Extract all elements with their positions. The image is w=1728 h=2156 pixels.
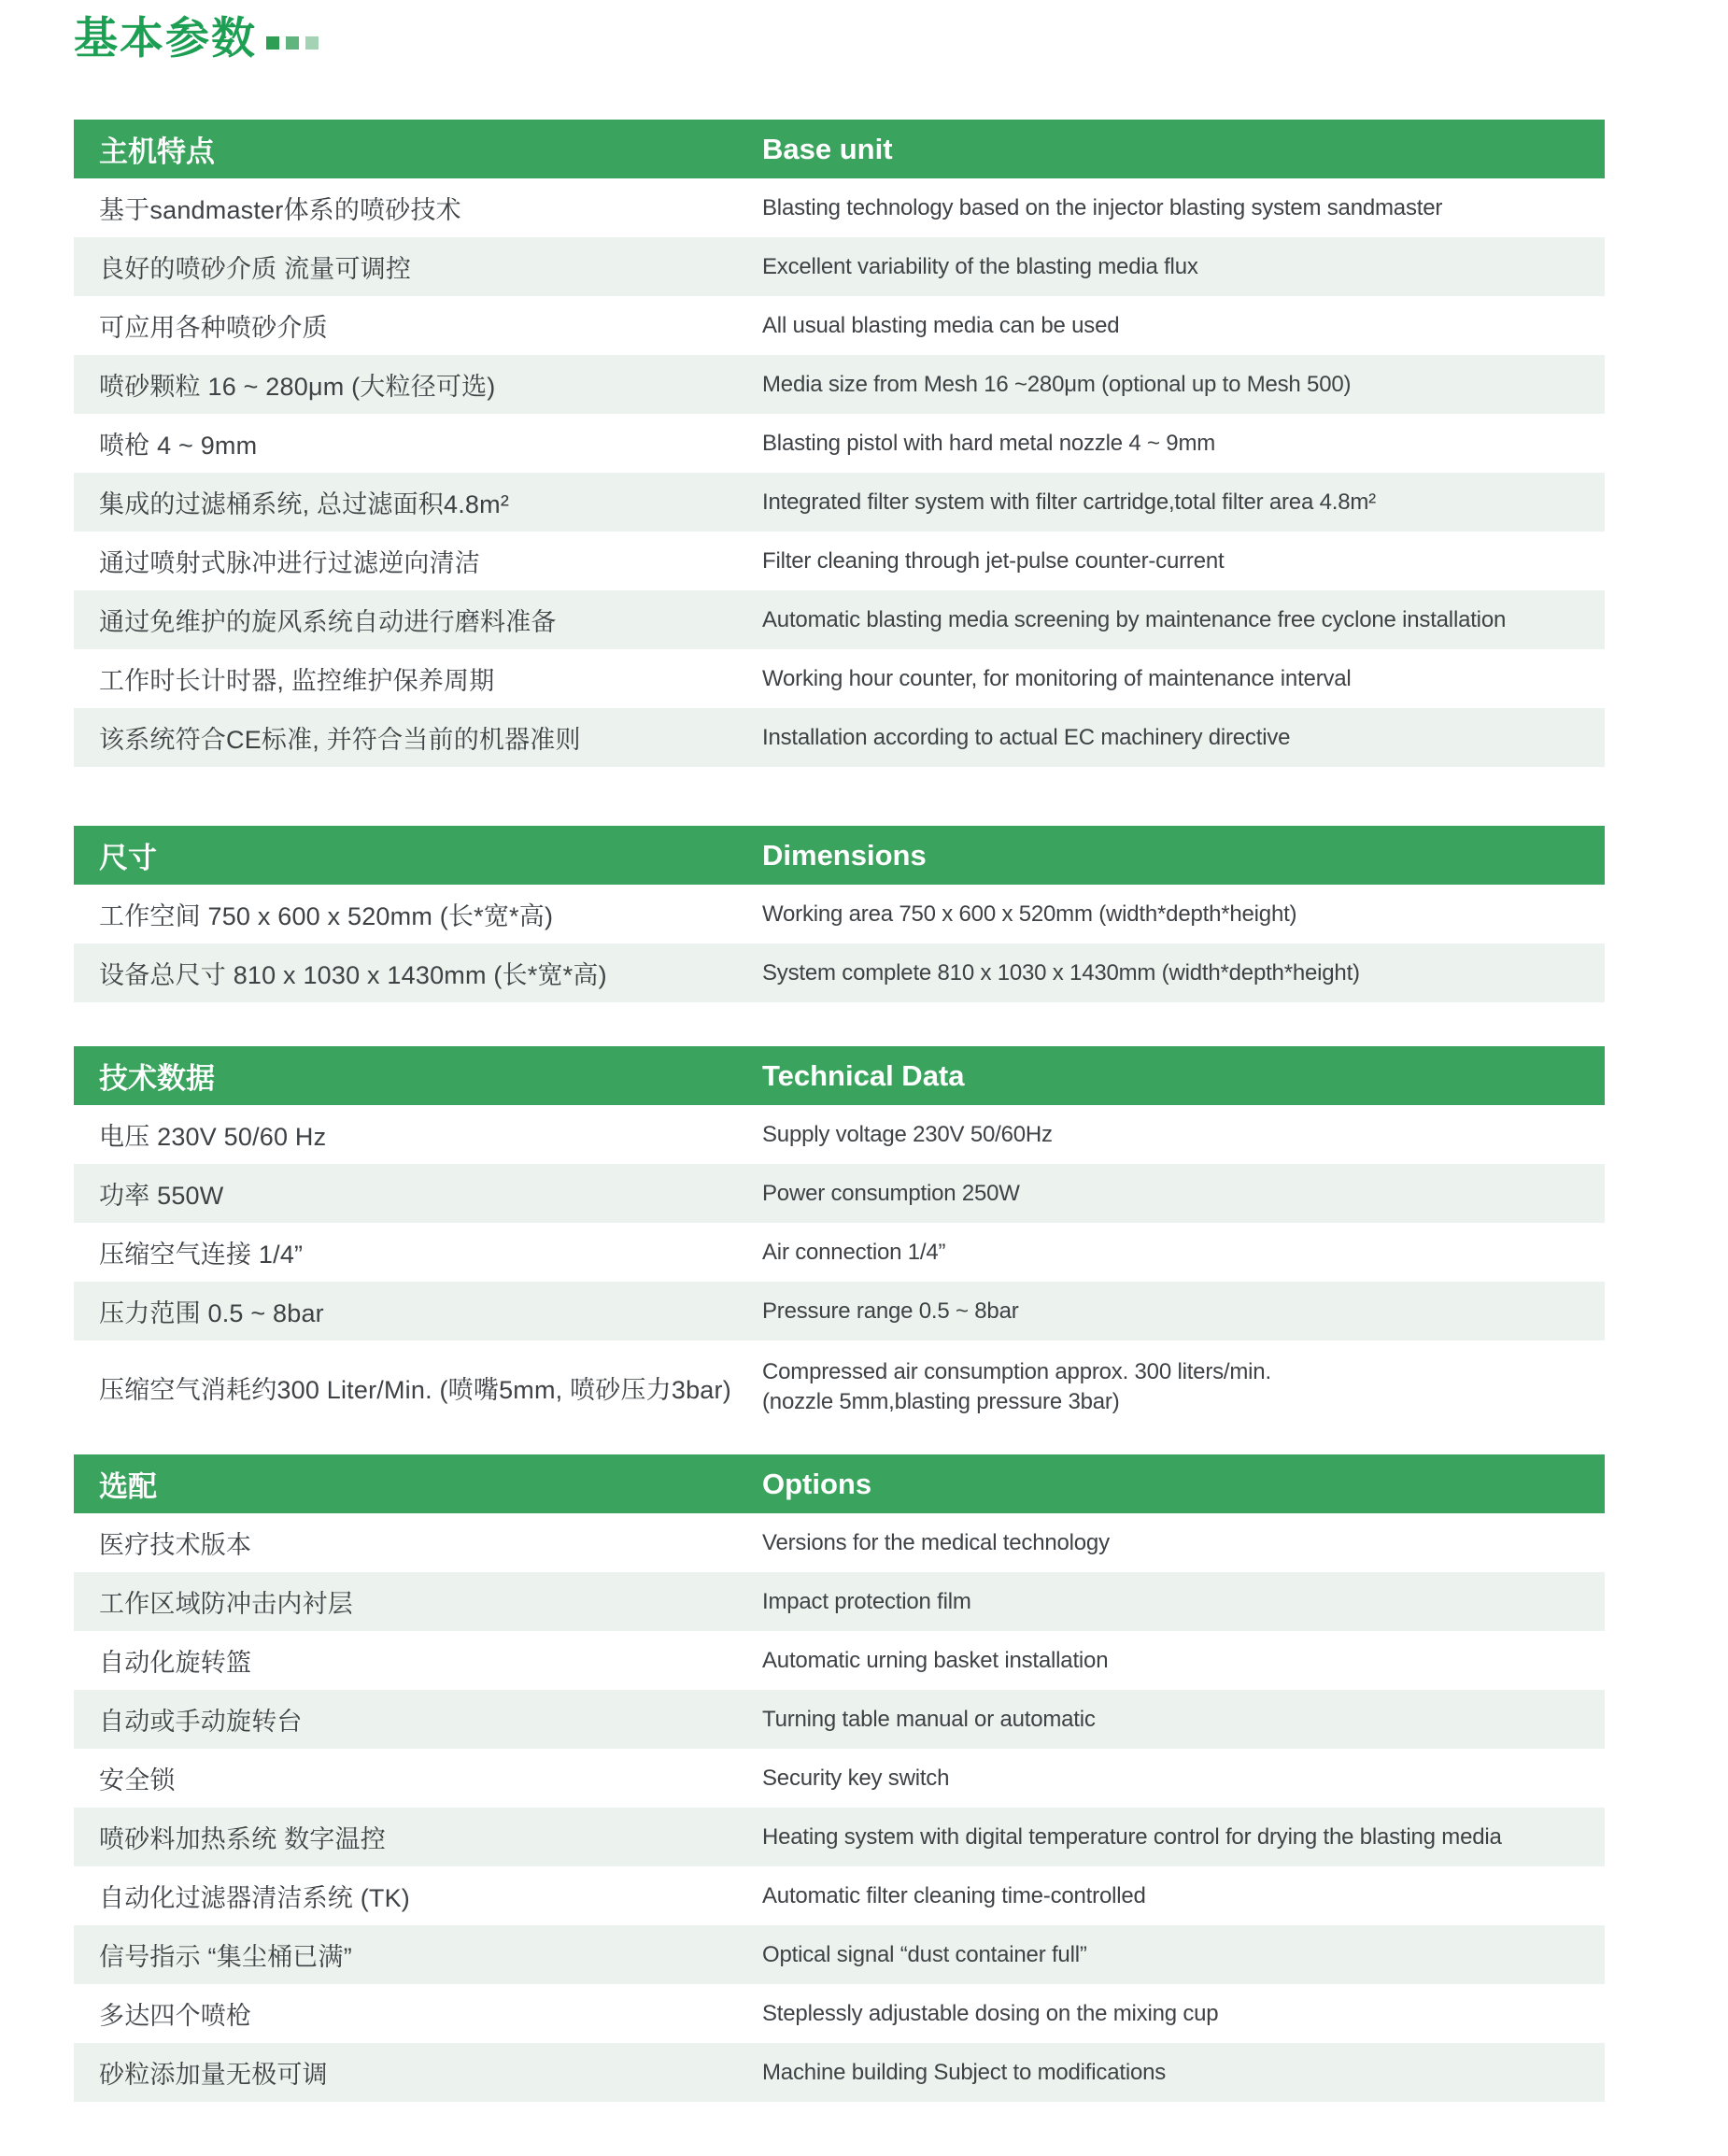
table-row [74,1164,1605,1223]
page-title [74,0,1605,65]
table-row [74,1572,1605,1631]
row-label-zh: 工作区域防冲击内衬层 [99,1590,353,1618]
row-label-zh: 工作空间 750 x 600 x 520mm (长*宽*高) [99,902,554,930]
row-label-en-line1: Security key switch [762,1765,950,1791]
table-row [74,590,1605,649]
table-row [74,1749,1605,1808]
table-row [74,296,1605,355]
row-label-en-line1: Automatic filter cleaning time-controlled [762,1882,1146,1908]
row-label-en [762,1357,1605,1416]
row-label-en [762,252,1605,282]
row-label-zh: 设备总尺寸 810 x 1030 x 1430mm (长*宽*高) [99,961,607,989]
table-row [74,1690,1605,1749]
table-row [74,943,1605,1002]
table-header-en: Dimensions [762,838,927,872]
row-label-en [762,605,1605,635]
row-label-zh: 该系统符合CE标准, 并符合当前的机器准则 [99,726,581,754]
row-label-zh: 自动化过滤器清洁系统 (TK) [99,1884,410,1912]
table-header [74,120,1605,178]
row-label-zh: 通过免维护的旋风系统自动进行磨料准备 [99,608,557,636]
row-label-en-line1: Heating system with digital temperature control for drying the blasting media [762,1823,1502,1850]
table-row [74,885,1605,943]
row-label-en [762,1587,1605,1617]
spec-tables [74,120,1605,2102]
row-label-en [762,664,1605,694]
row-label-en-line1: Turning table manual or automatic [762,1706,1096,1732]
row-label-en-line1: Automatic blasting media screening by maintenance free cyclone installation [762,606,1507,632]
row-label-en-line1: Impact protection film [762,1588,971,1614]
table-row [74,178,1605,237]
row-label-en-line1: Filter cleaning through jet-pulse counter-current [762,547,1225,574]
row-label-zh: 自动化旋转篮 [99,1649,252,1677]
row-label-en-line1: Supply voltage 230V 50/60Hz [762,1121,1053,1147]
table-row [74,414,1605,473]
row-label-en [762,429,1605,459]
row-label-zh: 基于sandmaster体系的喷砂技术 [99,196,461,224]
row-label-en [762,900,1605,929]
table-row [74,1340,1605,1434]
row-label-en [762,1297,1605,1326]
row-label-zh: 砂粒添加量无极可调 [99,2061,328,2089]
row-label-en-line1: Pressure range 0.5 ~ 8bar [762,1298,1019,1324]
row-label-zh: 良好的喷砂介质 流量可调控 [99,255,412,283]
table-row [74,1984,1605,2043]
row-label-zh: 压缩空气消耗约300 Liter/Min. (喷嘴5mm, 喷砂压力3bar) [99,1375,731,1404]
title-accent-square-2 [286,36,299,50]
row-label-en-line1: Excellent variability of the blasting media flux [762,253,1198,279]
row-label-zh: 信号指示 “集尘桶已满” [99,1943,352,1971]
row-label-zh: 工作时长计时器, 监控维护保养周期 [99,667,495,695]
table-row [74,1223,1605,1282]
table-header-zh: 选配 [99,1470,157,1503]
table-row [74,1282,1605,1340]
table-header-zh: 尺寸 [99,842,157,874]
title-accent-square-3 [305,36,319,50]
table-row [74,1631,1605,1690]
row-label-zh: 喷砂料加热系统 数字温控 [99,1825,386,1853]
row-label-en [762,1120,1605,1150]
table-row [74,237,1605,296]
row-label-en [762,958,1605,988]
row-label-en-line1: Working area 750 x 600 x 520mm (width*depth*height) [762,901,1297,927]
table-header-zh: 主机特点 [99,135,215,168]
table-row [74,532,1605,590]
table-header [74,1046,1605,1105]
row-label-en [762,370,1605,400]
row-label-en-line2: (nozzle 5mm,blasting pressure 3bar) [762,1389,1120,1414]
row-label-en-line1: Working hour counter, for monitoring of maintenance interval [762,665,1352,691]
row-label-en [762,1179,1605,1209]
table-header-en: Technical Data [762,1058,965,1092]
row-label-en [762,723,1605,753]
table-header [74,1454,1605,1513]
table-row [74,708,1605,767]
page-title-text: 基本参数 [74,13,257,63]
row-label-zh: 自动或手动旋转台 [99,1708,303,1736]
table-row [74,2043,1605,2102]
row-label-en-line1: Versions for the medical technology [762,1529,1110,1555]
row-label-zh: 喷砂颗粒 16 ~ 280μm (大粒径可选) [99,373,496,401]
row-label-en-line1: All usual blasting media can be used [762,312,1120,338]
row-label-zh: 安全锁 [99,1766,176,1794]
row-label-en [762,488,1605,518]
row-label-zh: 医疗技术版本 [99,1531,252,1559]
table-header-en: Options [762,1467,872,1500]
table-row [74,649,1605,708]
row-label-en-line1: Blasting pistol with hard metal nozzle 4 ~ 9mm [762,430,1216,456]
table-row [74,1513,1605,1572]
row-label-zh: 压力范围 0.5 ~ 8bar [99,1299,324,1327]
row-label-zh: 通过喷射式脉冲进行过滤逆向清洁 [99,549,480,577]
row-label-zh: 可应用各种喷砂介质 [99,314,328,342]
table-row [74,1105,1605,1164]
title-accent-squares [266,36,319,50]
row-label-en [762,311,1605,341]
row-label-en [762,1764,1605,1794]
row-label-zh: 多达四个喷枪 [99,2002,252,2030]
row-label-en-line1: Machine building Subject to modifications [762,2059,1167,2085]
spec-sheet-content [74,0,1605,2102]
row-label-en-line1: Automatic urning basket installation [762,1647,1109,1673]
row-label-en-line1: Integrated filter system with filter cartridge,total filter area 4.8m² [762,489,1376,515]
row-label-en-line1: System complete 810 x 1030 x 1430mm (width*depth*height) [762,959,1360,986]
table-row [74,473,1605,532]
table-row [74,1866,1605,1925]
row-label-en [762,546,1605,576]
spec-table [74,1454,1605,2102]
row-label-en [762,1646,1605,1676]
spec-table [74,120,1605,767]
row-label-en-line1: Media size from Mesh 16 ~280μm (optional up to Mesh 500) [762,371,1352,397]
row-label-zh: 喷枪 4 ~ 9mm [99,432,258,460]
row-label-en-line1: Compressed air consumption approx. 300 liters/min. [762,1359,1271,1385]
row-label-en [762,1823,1605,1852]
spec-table [74,826,1605,1002]
row-label-en-line1: Air connection 1/4” [762,1239,946,1265]
row-label-en [762,1528,1605,1558]
row-label-en-line1: Optical signal “dust container full” [762,1941,1087,1967]
row-label-en [762,1705,1605,1735]
row-label-zh: 电压 230V 50/60 Hz [99,1123,327,1151]
table-header-en: Base unit [762,132,893,165]
row-label-en-line1: Blasting technology based on the injector blasting system sandmaster [762,194,1443,220]
title-accent-square-1 [266,36,279,50]
table-row [74,1808,1605,1866]
row-label-zh: 集成的过滤桶系统, 总过滤面积4.8m² [99,490,510,518]
row-label-en-line1: Power consumption 250W [762,1180,1020,1206]
row-label-en-line1: Installation according to actual EC machinery directive [762,724,1291,750]
row-label-en [762,193,1605,223]
row-label-en [762,1999,1605,2029]
row-label-zh: 功率 550W [99,1182,224,1210]
row-label-zh: 压缩空气连接 1/4” [99,1241,304,1269]
spec-table [74,1046,1605,1434]
row-label-en [762,1238,1605,1268]
row-label-en-line1: Steplessly adjustable dosing on the mixing cup [762,2000,1219,2026]
row-label-en [762,1940,1605,1970]
table-header-zh: 技术数据 [99,1062,215,1095]
table-row [74,355,1605,414]
row-label-en [762,1881,1605,1911]
row-label-en [762,2058,1605,2088]
table-header [74,826,1605,885]
table-row [74,1925,1605,1984]
